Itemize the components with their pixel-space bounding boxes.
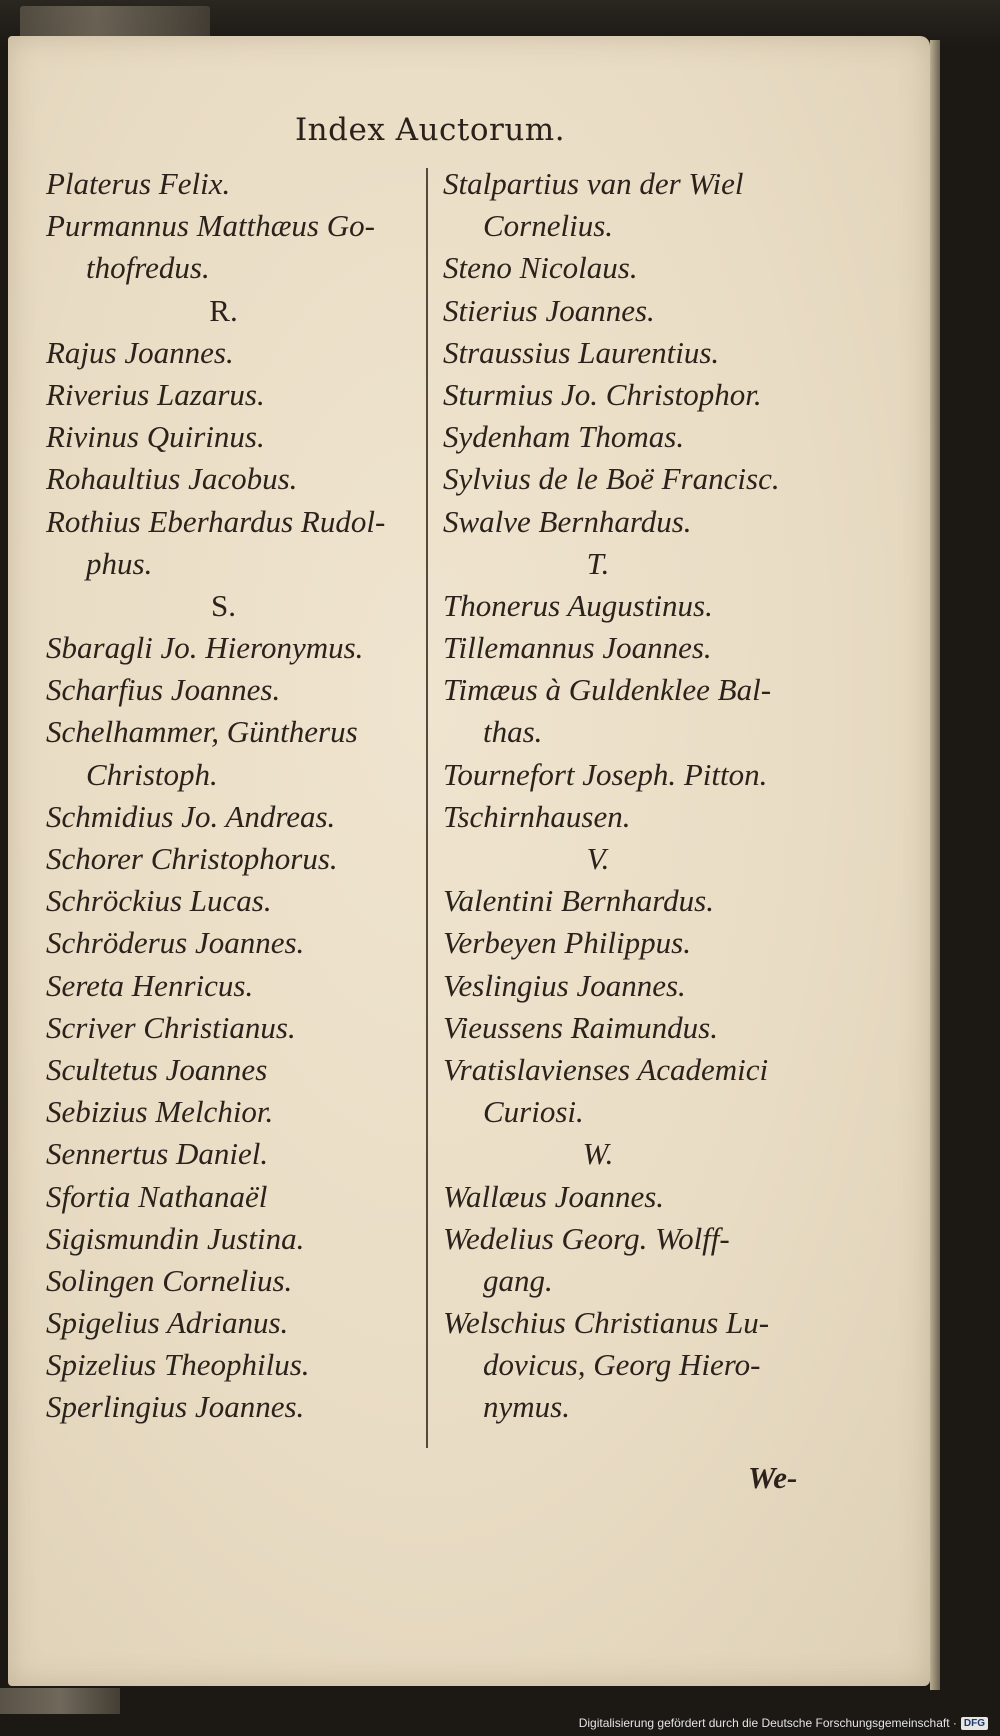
author-entry: Vieussens Raimundus.: [443, 1009, 718, 1045]
left-column: [46, 163, 431, 1429]
author-entry: Valentini Bernhardus.: [443, 883, 714, 919]
dfg-logo-icon: DFG: [961, 1717, 988, 1730]
author-entry: Sydenham Thomas.: [443, 419, 685, 455]
author-entry: Sylvius de le Boë Francisc.: [443, 461, 780, 497]
author-entry: Curiosi.: [483, 1094, 584, 1130]
binding-cloth-bottom: [0, 1688, 120, 1714]
author-entry: Rivinus Quirinus.: [46, 419, 265, 455]
author-entry: Schmidius Jo. Andreas.: [46, 798, 336, 834]
author-entry: Riverius Lazarus.: [46, 376, 265, 412]
author-entry: Scriver Christianus.: [46, 1009, 296, 1045]
author-entry: nymus.: [483, 1389, 570, 1425]
author-entry: Straussius Laurentius.: [443, 334, 720, 370]
author-entry: Spizelius Theophilus.: [46, 1347, 310, 1383]
author-entry: Cornelius.: [483, 208, 614, 244]
author-entry: Swalve Bernhardus.: [443, 503, 692, 539]
author-entry: Sereta Henricus.: [46, 967, 254, 1003]
author-entry: Wallæus Joannes.: [443, 1178, 665, 1214]
author-entry: Schröderus Joannes.: [46, 925, 305, 961]
author-entry: Sfortia Nathanaël: [46, 1178, 268, 1214]
author-entry: Tillemannus Joannes.: [443, 630, 712, 666]
index-letter-heading: V.: [586, 841, 610, 876]
author-entry: Stierius Joannes.: [443, 292, 655, 328]
author-entry: Rajus Joannes.: [46, 334, 234, 370]
author-entry: Schelhammer, Güntherus: [46, 714, 358, 750]
author-entry: Thonerus Augustinus.: [443, 587, 713, 623]
author-entry: Welschius Christianus Lu-: [443, 1305, 770, 1341]
author-entry: dovicus, Georg Hiero-: [483, 1347, 761, 1383]
author-entry: Sigismundin Justina.: [46, 1220, 305, 1256]
page-edge: [930, 40, 940, 1690]
column-divider: [426, 168, 428, 1448]
author-entry: Timæus à Guldenklee Bal-: [443, 672, 772, 708]
index-letter-heading: R.: [209, 292, 238, 328]
catchword: We-: [748, 1460, 798, 1495]
author-entry: Sperlingius Joannes.: [46, 1389, 305, 1425]
author-entry: Vratislavienses Academici: [443, 1051, 769, 1087]
author-entry: Wedelius Georg. Wolff-: [443, 1220, 730, 1256]
right-column: [443, 163, 843, 1429]
author-entry: Platerus Felix.: [46, 166, 231, 201]
author-entry: Christoph.: [86, 756, 218, 792]
author-entry: Tournefort Joseph. Pitton.: [443, 756, 768, 792]
index-letter-heading: S.: [211, 587, 236, 623]
author-entry: Stalpartius van der Wiel: [443, 166, 744, 201]
author-entry: Solingen Cornelius.: [46, 1262, 293, 1298]
author-entry: thas.: [483, 714, 543, 750]
author-entry: Schorer Christophorus.: [46, 841, 338, 876]
author-entry: Sennertus Daniel.: [46, 1136, 269, 1172]
author-entry: Rohaultius Jacobus.: [46, 461, 298, 497]
author-entry: Steno Nicolaus.: [443, 250, 638, 286]
author-entry: Sbaragli Jo. Hieronymus.: [46, 630, 364, 666]
author-entry: Sturmius Jo. Christophor.: [443, 376, 762, 412]
index-letter-heading: T.: [586, 545, 610, 581]
index-letter-heading: W.: [582, 1136, 614, 1172]
author-entry: Rothius Eberhardus Rudol-: [46, 503, 386, 539]
author-entry: phus.: [86, 545, 153, 581]
page-header: Index Auctorum.: [294, 112, 566, 148]
author-entry: Schröckius Lucas.: [46, 883, 272, 919]
author-entry: Scharfius Joannes.: [46, 672, 281, 708]
author-entry: gang.: [483, 1262, 553, 1298]
author-entry: Purmannus Matthæus Go-: [46, 208, 375, 244]
author-entry: Veslingius Joannes.: [443, 967, 686, 1003]
author-entry: Tschirnhausen.: [443, 798, 631, 834]
digitization-footer: [579, 1716, 988, 1730]
author-entry: Scultetus Joannes: [46, 1051, 268, 1087]
footer-text: Digitalisierung gefördert durch die Deutsche Forschungsgemeinschaft ·: [578, 1716, 957, 1730]
author-entry: Verbeyen Philippus.: [443, 925, 691, 961]
author-entry: thofredus.: [86, 250, 210, 286]
author-entry: Spigelius Adrianus.: [46, 1305, 289, 1341]
author-entry: Sebizius Melchior.: [46, 1094, 274, 1130]
